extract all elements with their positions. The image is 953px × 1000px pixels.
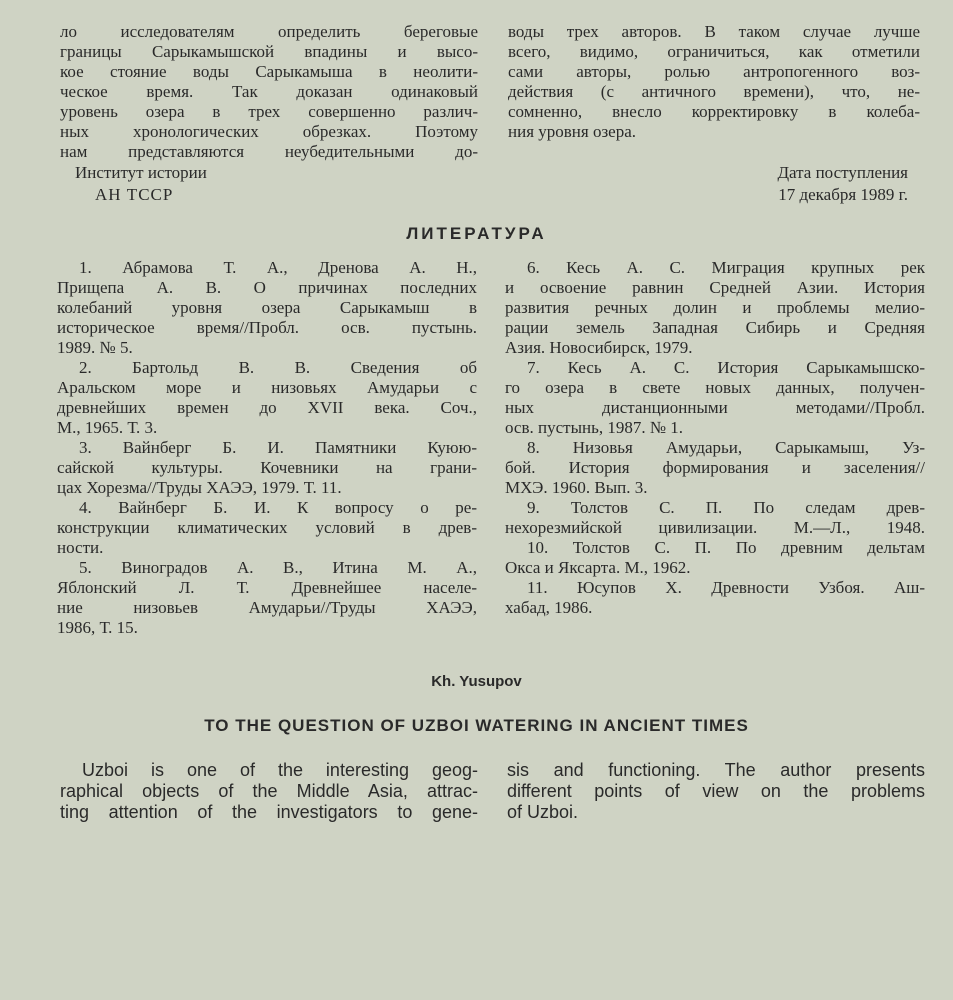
reference-line: Азия. Новосибирск, 1979. <box>505 338 693 357</box>
reference-line: Аральском море и низовьях Амударьи с <box>57 378 477 397</box>
received-value: 17 декабря 1989 г. <box>778 185 908 204</box>
reference-line: 8. Низовья Амударьи, Сарыкамыш, Уз- <box>527 438 925 457</box>
summary-line: ting attention of the investigators to gene- <box>60 802 478 822</box>
text-line: ния уровня озера. <box>508 122 637 141</box>
reference-line: рации земель Западная Сибирь и Средняя <box>505 318 925 337</box>
reference-line: МХЭ. 1960. Вып. 3. <box>505 478 648 497</box>
reference-line: 1989. № 5. <box>57 338 133 357</box>
text-line: сами авторы, ролью антропогенного воз- <box>508 62 920 81</box>
text-line: кое стояние воды Сарыкамыша в неолити- <box>60 62 478 81</box>
article-text-left-column <box>60 22 478 162</box>
text-line: ческое время. Так доказан одинаковый <box>60 82 478 101</box>
text-line: ных хронологических обрезках. Поэтому <box>60 122 478 141</box>
summary-line: different points of view on the problems <box>507 781 925 801</box>
reference-line: М., 1965. Т. 3. <box>57 418 158 437</box>
reference-line: бой. История формирования и заселения// <box>505 458 925 477</box>
reference-line: ности. <box>57 538 104 557</box>
institute-line: АН ТССР <box>95 185 174 204</box>
reference-line: древнейших времен до XVII века. Соч., <box>57 398 477 417</box>
text-line: границы Сарыкамышской впадины и высо- <box>60 42 478 61</box>
text-line: ло исследователям определить береговые <box>60 22 478 41</box>
reference-line: колебаний уровня озера Сарыкамыш в <box>57 298 477 317</box>
reference-line: 3. Вайнберг Б. И. Памятники Куюю- <box>79 438 477 457</box>
summary-line: sis and functioning. The author presents <box>507 760 925 780</box>
reference-line: 1986, Т. 15. <box>57 618 138 637</box>
reference-line: нехорезмийской цивилизации. М.—Л., 1948. <box>505 518 925 537</box>
reference-line: Прищепа А. В. О причинах последних <box>57 278 477 297</box>
summary-author: Kh. Yusupov <box>431 673 522 690</box>
reference-line: го озера в свете новых данных, получен- <box>505 378 925 397</box>
summary-line: Uzboi is one of the interesting geog- <box>82 760 478 780</box>
institute-affiliation <box>75 162 207 206</box>
received-label: Дата поступления <box>777 163 908 182</box>
reference-line: 11. Юсупов Х. Древности Узбоя. Аш- <box>527 578 925 597</box>
reference-line: и освоение равнин Средней Азии. История <box>505 278 925 297</box>
reference-line: 10. Толстов С. П. По древним дельтам <box>527 538 925 557</box>
reference-line: ных дистанционными методами//Пробл. <box>505 398 925 417</box>
received-date <box>708 162 908 206</box>
reference-line: цах Хорезма//Труды ХАЭЭ, 1979. Т. 11. <box>57 478 342 497</box>
reference-line: 7. Кесь А. С. История Сарыкамышско- <box>527 358 925 377</box>
summary-right-column <box>507 760 925 823</box>
text-line: всего, видимо, ограничиться, как отметили <box>508 42 920 61</box>
reference-line: Яблонский Л. Т. Древнейшее населе- <box>57 578 477 597</box>
reference-line: развития речных долин и проблемы мелио- <box>505 298 925 317</box>
reference-line: 1. Абрамова Т. А., Дренова А. Н., <box>79 258 477 277</box>
reference-line: 4. Вайнберг Б. И. К вопросу о ре- <box>79 498 477 517</box>
references-right-column <box>505 258 925 618</box>
summary-line: of Uzboi. <box>507 802 579 822</box>
text-line: сомненно, внесло корректировку в колеба- <box>508 102 920 121</box>
text-line: уровень озера в трех совершенно различ- <box>60 102 478 121</box>
reference-line: 5. Виноградов А. В., Итина М. А., <box>79 558 477 577</box>
reference-line: 9. Толстов С. П. По следам древ- <box>527 498 925 517</box>
reference-line: ние низовьев Амударьи//Труды ХАЭЭ, <box>57 598 477 617</box>
references-heading: ЛИТЕРАТУРА <box>406 224 547 243</box>
institute-line: Институт истории <box>75 163 207 182</box>
reference-line: сайской культуры. Кочевники на грани- <box>57 458 477 477</box>
references-left-column <box>57 258 477 638</box>
reference-line: Окса и Яксарта. М., 1962. <box>505 558 691 577</box>
text-line: воды трех авторов. В таком случае лучше <box>508 22 920 41</box>
summary-line: raphical objects of the Middle Asia, attrac- <box>60 781 478 801</box>
summary-left-column <box>60 760 478 823</box>
reference-line: хабад, 1986. <box>505 598 593 617</box>
reference-line: историческое время//Пробл. осв. пустынь. <box>57 318 477 337</box>
summary-title: TO THE QUESTION OF UZBOI WATERING IN ANCIENT TIMES <box>204 716 749 735</box>
reference-line: конструкции климатических условий в древ- <box>57 518 477 537</box>
reference-line: 2. Бартольд В. В. Сведения об <box>79 358 477 377</box>
text-line: нам представляются неубедительными до- <box>60 142 478 161</box>
reference-line: осв. пустынь, 1987. № 1. <box>505 418 684 437</box>
reference-line: 6. Кесь А. С. Миграция крупных рек <box>527 258 925 277</box>
article-text-right-column <box>508 22 920 142</box>
text-line: действия (с античного времени), что, не- <box>508 82 920 101</box>
